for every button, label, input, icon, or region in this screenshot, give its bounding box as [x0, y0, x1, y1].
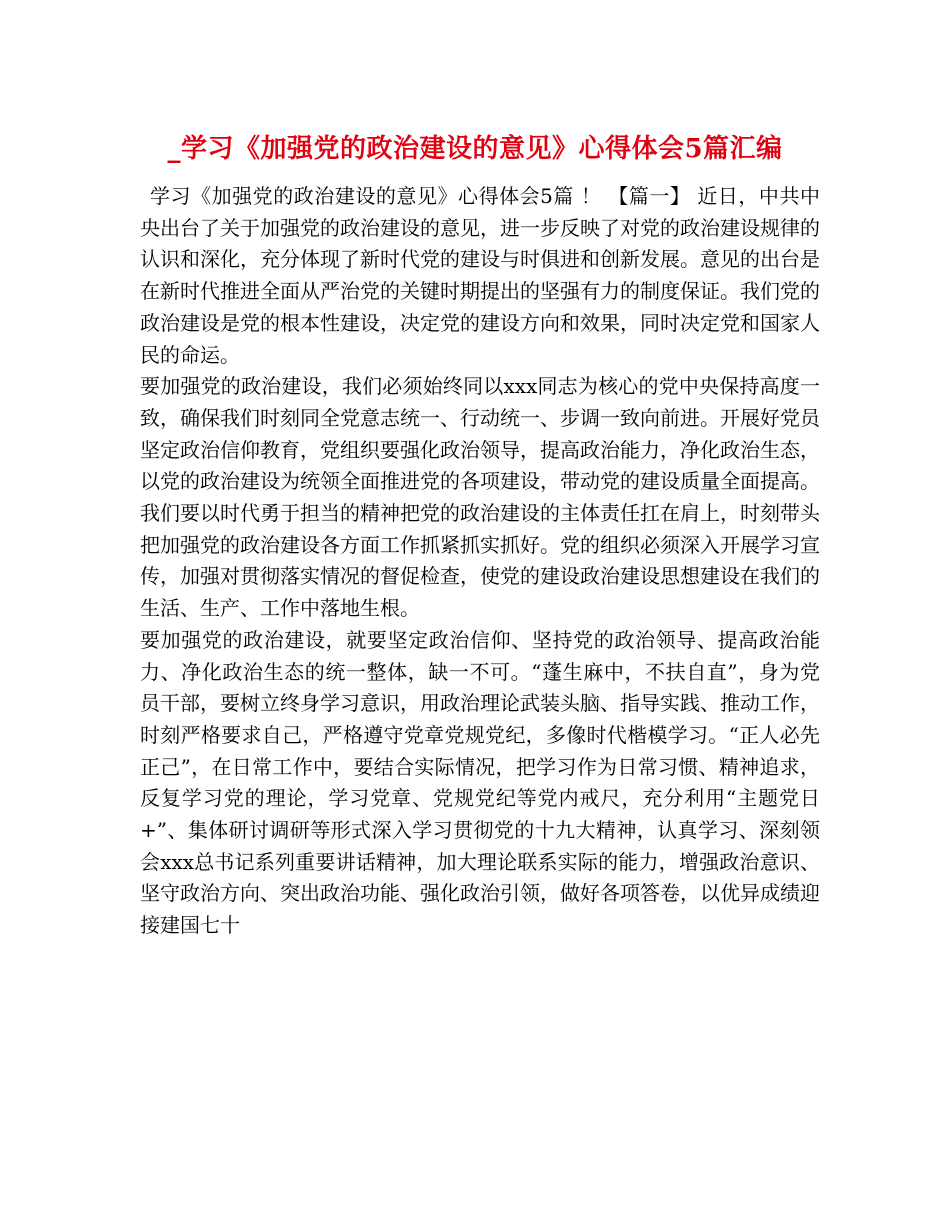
document-body [140, 181, 820, 942]
paragraph-3: 要加强党的政治建设，就要坚定政治信仰、坚持党的政治领导、提高政治能力、净化政治生态的统一整体，缺一不可。“蓬生麻中，不扶自直”，身为党员干部，要树立终身学习意识，用政治理论武装头脑、指导实践、推动工作，时刻严格要求自己，严格遵守党章党规党纪，多像时代楷模学习。“正人必先正己”，在日常工作中，要结合实际情况，把学习作为日常习惯、精神追求，反复学习党的理论，学习党章、党规党纪等党内戒尺，充分利用“主题党日+”、集体研讨调研等形式深入学习贯彻党的十九大精神，认真学习、深刻领会xxx总书记系列重要讲话精神，加大理论联系实际的能力，增强政治意识、坚守政治方向、突出政治功能、强化政治引领，做好各项答卷，以优异成绩迎接建国七十 [140, 627, 820, 938]
document-title: _学习《加强党的政治建设的意见》心得体会5篇汇编 [167, 134, 783, 164]
paragraph-1: 学习《加强党的政治建设的意见》心得体会5篇 ！ 【篇一】 近日，中共中央出台了关于加强党的政治建设的意见，进一步反映了对党的政治建设规律的认识和深化，充分体现了新时代党的建设与时俱进和创新发展。意见的出台是在新时代推进全面从严治党的关键时期提出的坚强有力的制度保证。我们党的政治建设是党的根本性建设，决定党的建设方向和效果，同时决定党和国家人民的命运。 [140, 184, 820, 367]
paragraph-2: 要加强党的政治建设，我们必须始终同以xxx同志为核心的党中央保持高度一致，确保我们时刻同全党意志统一、行动统一、步调一致向前进。开展好党员坚定政治信仰教育，党组织要强化政治领导，提高政治能力，净化政治生态，以党的政治建设为统领全面推进党的各项建设，带动党的建设质量全面提高。我们要以时代勇于担当的精神把党的政治建设的主体责任扛在肩上，时刻带头把加强党的政治建设各方面工作抓紧抓实抓好。党的组织必须深入开展学习宣传，加强对贯彻落实情况的督促检查，使党的建设政治建设思想建设在我们的生活、生产、工作中落地生根。 [140, 374, 820, 621]
